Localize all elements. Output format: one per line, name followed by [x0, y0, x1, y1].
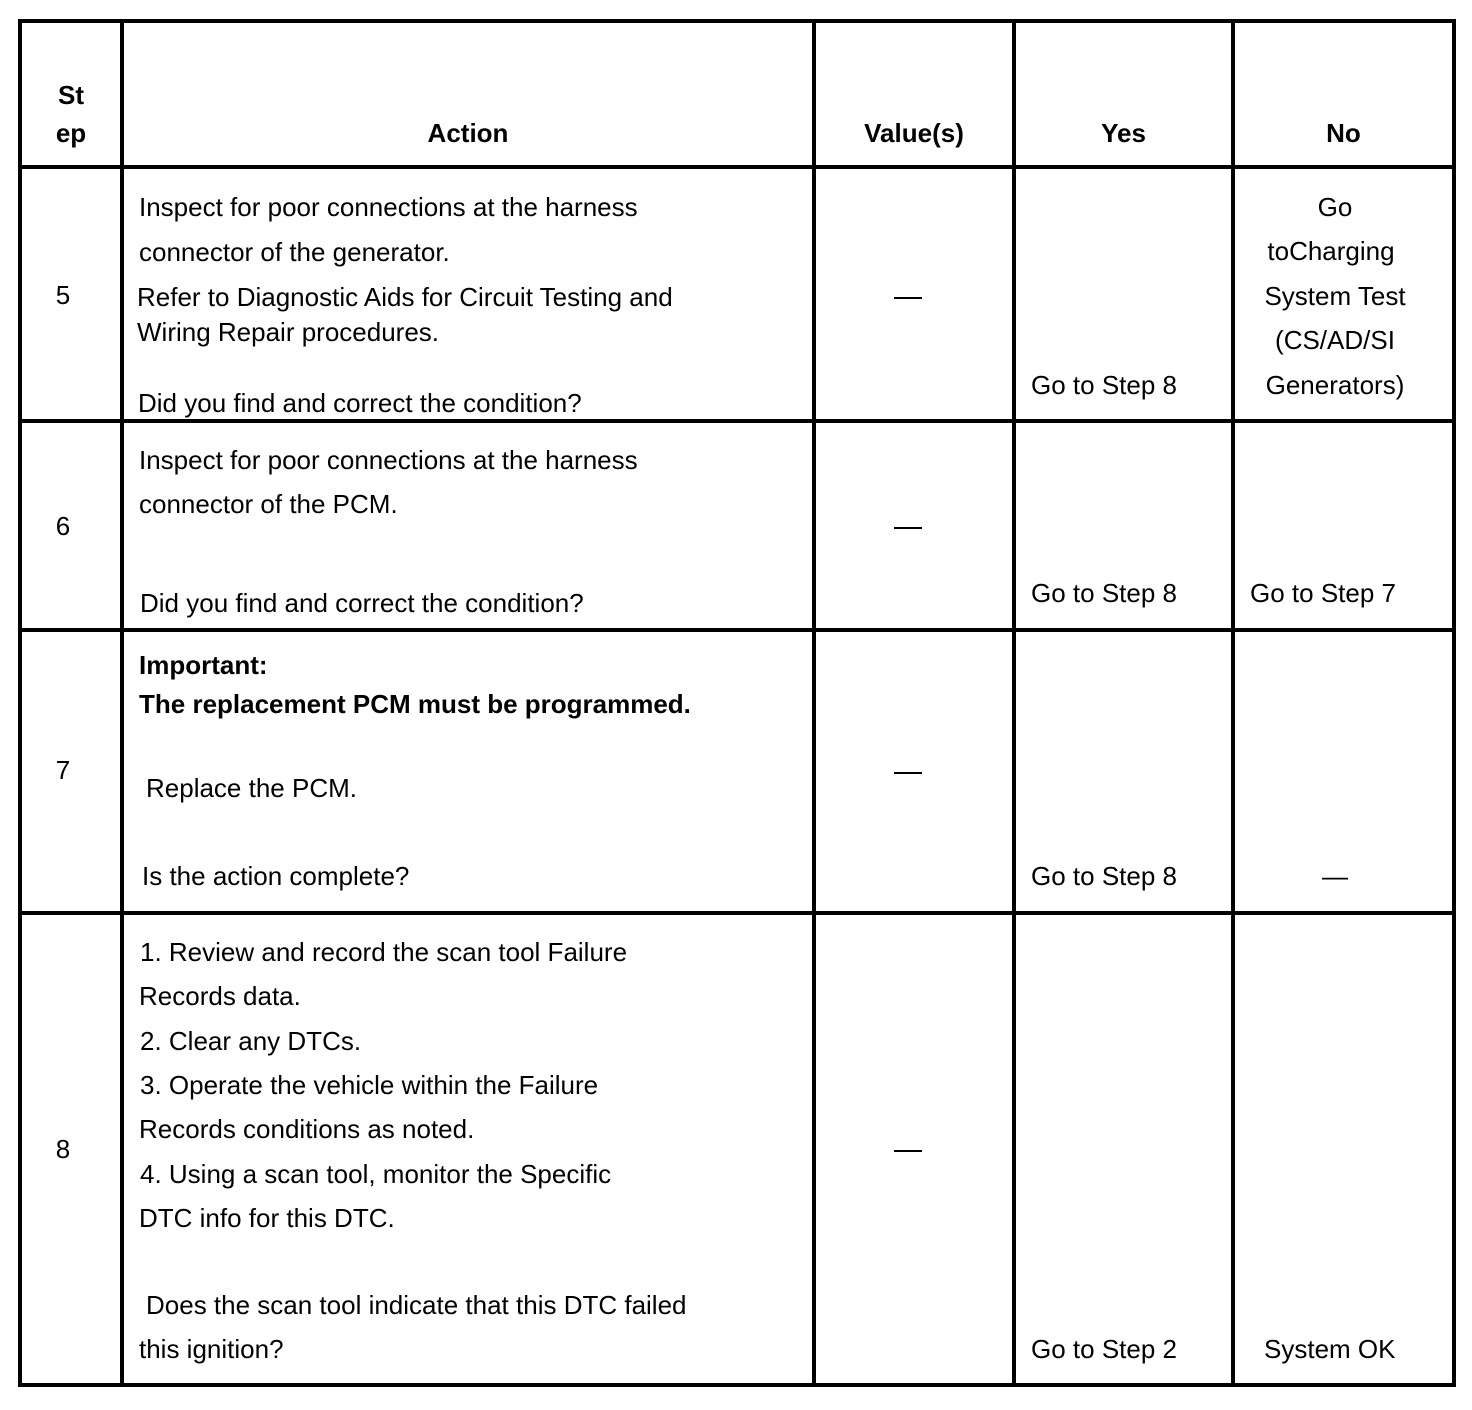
header-step-line2: ep [55, 118, 87, 148]
action-line: Wiring Repair procedures. [137, 317, 440, 347]
value-dash [894, 297, 922, 299]
row-5-border [18, 419, 1456, 423]
action-line: Inspect for poor connections at the harness [139, 445, 638, 475]
no-result-line: toCharging [1267, 236, 1395, 266]
action-line: Inspect for poor connections at the harness [139, 192, 638, 222]
action-line: connector of the generator. [139, 237, 450, 267]
action-question: Did you find and correct the condition? [138, 388, 582, 418]
row-6-border [18, 628, 1456, 632]
action-line: 2. Clear any DTCs. [140, 1026, 362, 1056]
table-border-right [1452, 19, 1456, 1387]
header-values: Value(s) [864, 118, 964, 148]
action-question: Does the scan tool indicate that this DTC failed [146, 1290, 687, 1320]
value-dash [894, 527, 922, 529]
column-divider-values [1012, 19, 1016, 1387]
no-result-line: (CS/AD/SI [1275, 325, 1395, 355]
no-result: Go to Step 7 [1250, 578, 1396, 608]
important-label: Important: [139, 650, 268, 680]
header-step-line1: St [58, 80, 84, 110]
no-result-line: System Test [1264, 281, 1406, 311]
column-divider-step [120, 19, 124, 1387]
table-border-left [18, 19, 22, 1387]
row-7-border [18, 911, 1456, 915]
step-number: 7 [55, 755, 71, 785]
action-question: this ignition? [139, 1334, 284, 1364]
yes-result: Go to Step 8 [1031, 370, 1177, 400]
header-row-border [18, 165, 1456, 169]
action-line: connector of the PCM. [139, 489, 398, 519]
important-text: The replacement PCM must be programmed. [139, 689, 691, 719]
no-result-line: Generators) [1265, 370, 1405, 400]
no-result-dash: — [1322, 861, 1348, 891]
no-result: System OK [1264, 1334, 1396, 1364]
action-line: Records conditions as noted. [139, 1114, 475, 1144]
column-divider-yes [1231, 19, 1235, 1387]
value-dash [894, 1150, 922, 1152]
action-question: Did you find and correct the condition? [140, 588, 584, 618]
header-action: Action [427, 118, 509, 148]
no-result-line: Go [1317, 192, 1353, 222]
value-dash [894, 772, 922, 774]
step-number: 8 [55, 1134, 71, 1164]
table-border-top [18, 19, 1456, 23]
action-question: Is the action complete? [142, 861, 410, 891]
table-border-bottom [18, 1383, 1456, 1387]
action-line: 1. Review and record the scan tool Failure [140, 937, 628, 967]
step-number: 6 [55, 511, 71, 541]
action-line: 3. Operate the vehicle within the Failure [140, 1070, 599, 1100]
column-divider-action [812, 19, 816, 1387]
action-line: Refer to Diagnostic Aids for Circuit Testing and [137, 282, 673, 312]
header-no: No [1326, 118, 1361, 148]
action-line: DTC info for this DTC. [139, 1203, 395, 1233]
yes-result: Go to Step 8 [1031, 578, 1177, 608]
yes-result: Go to Step 2 [1031, 1334, 1177, 1364]
yes-result: Go to Step 8 [1031, 861, 1177, 891]
step-number: 5 [55, 280, 71, 310]
action-line: Records data. [139, 981, 301, 1011]
header-yes: Yes [1101, 118, 1146, 148]
action-line: 4. Using a scan tool, monitor the Specific [140, 1159, 612, 1189]
action-line: Replace the PCM. [146, 773, 357, 803]
